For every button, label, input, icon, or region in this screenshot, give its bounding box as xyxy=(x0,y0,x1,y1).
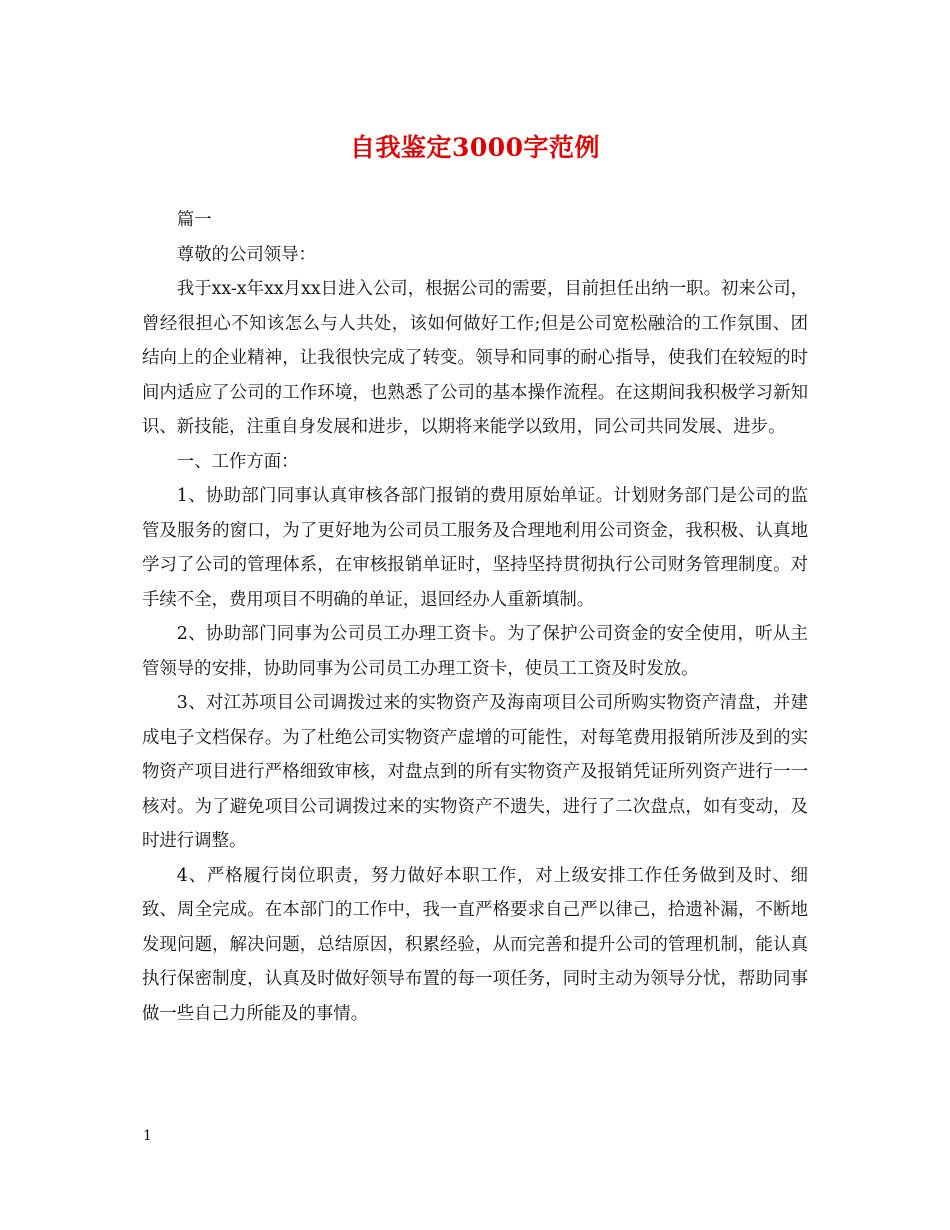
body-paragraph: 3、对江苏项目公司调拨过来的实物资产及海南项目公司所购实物资产清盘，并建成电子文档保存。为了杜绝公司实物资产虚增的可能性，对每笔费用报销所涉及到的实物资产项目进行严格细致审核，对盘点到的所有实物资产及报销凭证所列资产进行一一核对。为了避免项目公司调拨过来的实物资产不遗失，进行了二次盘点，如有变动，及时进行调整。 xyxy=(142,693,808,851)
body-paragraph: 4、严格履行岗位职责，努力做好本职工作，对上级安排工作任务做到及时、细致、周全完成。在本部门的工作中，我一直严格要求自己严以律己，拾遗补漏，不断地发现问题，解决问题，总结原因，积累经验，从而完善和提升公司的管理机制，能认真执行保密制度，认真及时做好领导布置的每一项任务，同时主动为领导分忧，帮助同事做一些自己力所能及的事情。 xyxy=(142,865,808,1024)
body-paragraph: 2、协助部门同事为公司员工办理工资卡。为了保护公司资金的安全使用，听从主管领导的安排，协助同事为公司员工办理工资卡，使员工工资及时发放。 xyxy=(142,624,808,679)
page-number: 1 xyxy=(143,1128,152,1144)
document-title: 自我鉴定3000字范例 xyxy=(349,133,601,162)
salutation: 尊敬的公司领导： xyxy=(176,244,316,265)
body-paragraph: 1、协助部门同事认真审核各部门报销的费用原始单证。计划财务部门是公司的监管及服务的窗口，为了更好地为公司员工服务及合理地利用公司资金，我积极、认真地学习了公司的管理体系，在审核报销单证时，坚持坚持贯彻执行公司财务管理制度。对手续不全，费用项目不明确的单证，退回经办人重新填制。 xyxy=(142,486,808,610)
section-label: 篇一 xyxy=(176,210,212,230)
section-heading: 一、工作方面： xyxy=(176,451,299,472)
document-body xyxy=(142,203,808,1031)
intro-paragraph: 我于xx-x年xx月xx日进入公司，根据公司的需要，目前担任出纳一职。初来公司，曾经很担心不知该怎么与人共处，该如何做好工作;但是公司宽松融洽的工作氛围、团结向上的企业精神，让我很快完成了转变。领导和同事的耐心指导，使我们在较短的时间内适应了公司的工作环境，也熟悉了公司的基本操作流程。在这期间我积极学习新知识、新技能，注重自身发展和进步，以期将来能学以致用，同公司共同发展、进步。 xyxy=(142,279,808,437)
